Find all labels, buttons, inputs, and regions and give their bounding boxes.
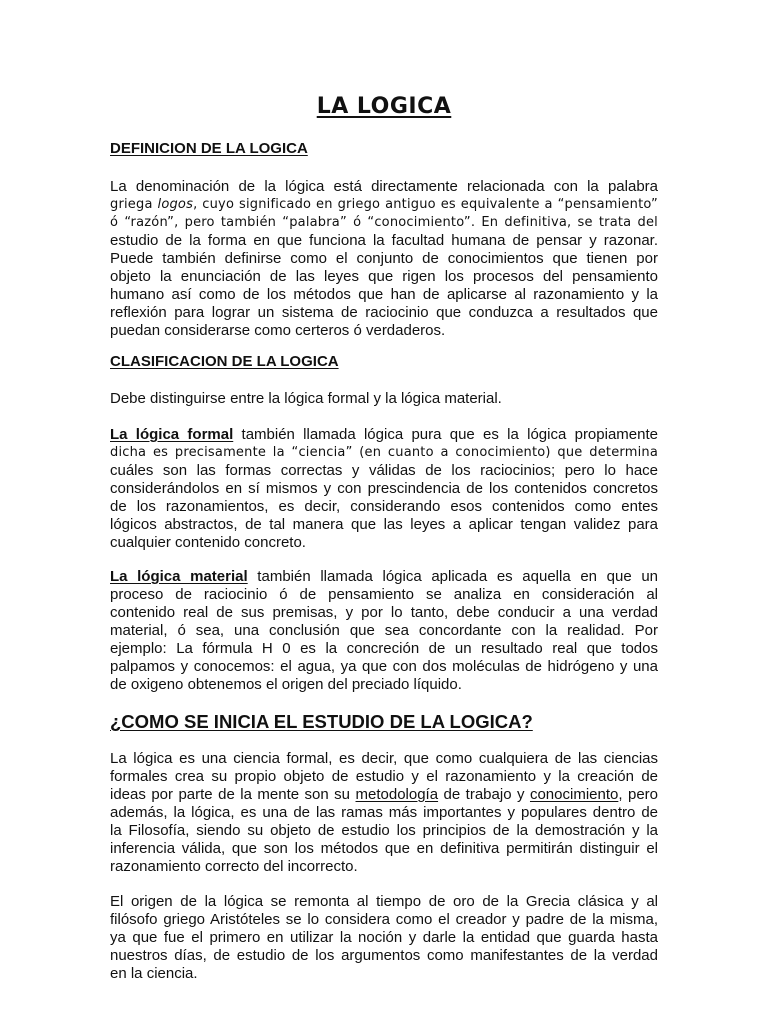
text-line: objeto la enunciación de las leyes que rigen los procesos del pensamiento [110,268,658,285]
text-line: ya que fue el primero en utilizar la noción y darle la entidad que guarda hasta [110,929,658,946]
text-line: El origen de la lógica se remonta al tiempo de oro de la Grecia clásica y al [110,893,658,910]
text-segment: , pero [618,786,658,803]
text-line: en la ciencia. [110,965,198,982]
text-line: La denominación de la lógica está directamente relacionada con la palabra [110,178,658,195]
text-line: nuestros días, de estudio de los argumentos como manifestantes de la verdad [110,947,658,964]
text-segment: también llamada lógica aplicada es aquella en que un [247,568,658,585]
text-line: cualquier contenido concreto. [110,534,306,551]
text-segment: griega [110,197,158,212]
text-line: estudio de la forma en que funciona la facultad humana de pensar y razonar. [110,232,658,249]
paragraph-logica-material [110,568,658,694]
text-line: puedan considerarse como certeros ó verdaderos. [110,322,446,339]
heading-clasificacion: CLASIFICACION DE LA LOGICA [110,353,339,370]
paragraph-clasificacion-intro [110,390,658,408]
text-line: Puede también definirse como el conjunto de conocimientos que tienen por [110,250,658,267]
link-metodologia[interactable]: metodología [355,786,439,803]
link-conocimiento[interactable]: conocimiento [529,786,619,803]
text-line: palpamos y conocemos: el agua, ya que con dos moléculas de hidrógeno y una [110,658,658,675]
term-logica-material: La lógica material [110,568,248,585]
italic-term: logos [157,197,194,212]
paragraph-estudio-1 [110,750,658,876]
heading-definicion: DEFINICION DE LA LOGICA [110,140,308,157]
text-line: humano así como de los métodos que han de aplicarse al razonamiento y la [110,286,658,303]
text-line: inferencia válida, que son los métodos que en definitiva permitirán distinguir el [110,840,658,857]
text-segment: , cuyo significado en griego antiguo es equivalente a “pensamiento” [193,197,658,212]
text-segment: ideas por parte de la mente son su [110,786,356,803]
text-line [110,568,658,586]
text-line [110,786,658,804]
paragraph-estudio-2 [110,893,658,983]
text-line: Debe distinguirse entre la lógica formal y la lógica material. [110,390,502,407]
term-logica-formal: La lógica formal [110,426,234,443]
text-line: formales crea su propio objeto de estudio y el razonamiento y la creación de [110,768,658,785]
text-line: la Filosofía, siendo su objeto de estudio los principios de la demostración y la [110,822,658,839]
text-line: La lógica es una ciencia formal, es decir, que como cualquiera de las ciencias [110,750,658,767]
text-line: de los razonamientos, es decir, considerando esos contenidos como entes [110,498,658,515]
text-line: reflexión para lograr un sistema de raciocinio que conduzca a resultados que [110,304,658,321]
text-line: contenido real de sus premisas, y por lo tanto, debe conducir a una verdad [110,604,658,621]
text-line: razonamiento correcto del incorrecto. [110,858,358,875]
heading-estudio: ¿COMO SE INICIA EL ESTUDIO DE LA LOGICA? [110,711,533,732]
text-line [110,196,658,214]
text-line: considerándolos en sí mismos y con prescindencia de los contenidos concretos [110,480,658,497]
paragraph-definicion [110,178,658,340]
text-segment: de trabajo y [438,786,530,803]
text-line: dicha es precisamente la “ciencia” (en cuanto a conocimiento) que determina [110,445,658,460]
text-line: de oxigeno obtenemos el origen del preciado líquido. [110,676,462,693]
text-line: ejemplo: La fórmula H 0 es la concreción de un resultado real que todos [110,640,658,657]
paragraph-logica-formal [110,426,658,552]
text-line [110,426,658,444]
text-line: lógicos abstractos, de tal manera que las leyes a aplicar tengan validez para [110,516,658,533]
text-line: cuáles son las formas correctas y válidas de los raciocinios; pero lo hace [110,462,658,479]
document-title: LA LOGICA [316,94,452,119]
text-line: material, ó sea, una conclusión que sea concordante con la realidad. Por [110,622,658,639]
text-segment: también llamada lógica pura que es la lógica propiamente [233,426,658,443]
text-line: filósofo griego Aristóteles se lo considera como el creador y padre de la misma, [110,911,658,928]
text-line: proceso de raciocinio ó de pensamiento se analiza en consideración al [110,586,658,603]
text-line: ó “razón”, pero también “palabra” ó “conocimiento”. En definitiva, se trata del [110,215,658,230]
text-line: además, la lógica, es una de las ramas más importantes y populares dentro de [110,804,658,821]
